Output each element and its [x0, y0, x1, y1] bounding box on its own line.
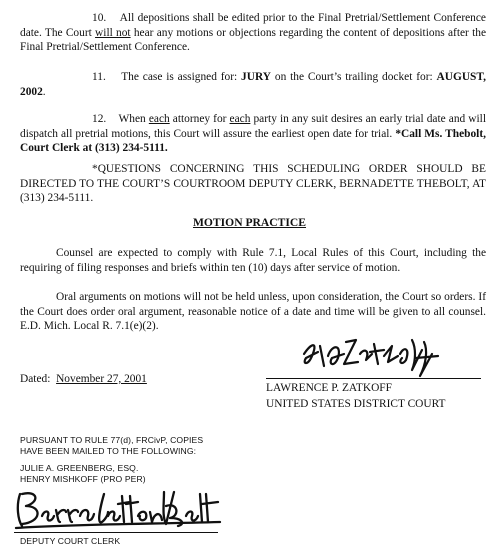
emphasis-text: each	[229, 113, 251, 125]
recipient: JULIE A. GREENBERG, ESQ.	[20, 463, 139, 473]
paragraph-number: 12.	[92, 113, 107, 125]
judge-signature-line	[266, 378, 481, 379]
recipient: HENRY MISHKOFF (PRO PER)	[20, 473, 146, 484]
paragraph-text: hear any motions or objections regarding the content of depositions after the Final Pretrial/Settlement Conference.	[20, 26, 487, 54]
paragraph-number: 10.	[92, 12, 107, 24]
dated-value: November 27, 2001	[56, 373, 147, 385]
motion-practice-heading: MOTION PRACTICE	[192, 216, 307, 229]
clerk-contact: *Call Ms. Thebolt, Court Clerk at (313) 234-5111.	[20, 127, 486, 155]
paragraph-12	[20, 112, 486, 156]
judge-name: LAWRENCE P. ZATKOFF	[266, 382, 392, 394]
clerk-signature-scribble	[14, 486, 224, 530]
paragraph-text: attorney for	[169, 113, 230, 125]
service-notice	[20, 435, 203, 456]
dated-label: Dated:	[20, 373, 51, 385]
paragraph-text: Oral arguments on motions will not be held unless, upon consideration, the Court so orders. If the Court does order oral argument, reasonable notice of a date and time will be given to all counsel. E.D. Mich. Local R. 7.1(e)(2).	[20, 291, 486, 333]
service-line: PURSUANT TO RULE 77(d), FRCivP, COPIES	[20, 435, 204, 445]
judge-title: UNITED STATES DISTRICT COURT	[266, 398, 446, 410]
judge-signature	[298, 334, 458, 385]
motion-paragraph-1	[20, 246, 486, 275]
paragraph-text: The case is assigned for:	[121, 71, 242, 83]
trial-month: AUGUST, 2002	[20, 71, 486, 98]
paragraph-10	[20, 11, 486, 55]
recipients-list	[20, 463, 146, 484]
emphasis-text: will not	[95, 26, 131, 39]
paragraph-text: party in any suit desires an early trial date and will dispatch all pretrial motions, this Court will assure the earliest open date for trial.	[20, 113, 487, 140]
judge-signature-scribble	[298, 334, 458, 380]
paragraph-text: on the Court’s trailing docket for:	[271, 71, 437, 83]
paragraph-11	[20, 70, 486, 99]
punctuation: .	[42, 85, 46, 98]
questions-notice	[20, 162, 486, 206]
dated-line	[20, 372, 147, 387]
paragraph-number: 11.	[92, 71, 106, 83]
paragraph-text: All depositions shall be edited prior to the Final Pretrial/Settlement Conference date. The Court	[20, 12, 486, 39]
notice-text: *QUESTIONS CONCERNING THIS SCHEDULING ORDER SHOULD BE DIRECTED TO THE COURT’S COURTROOM DEPUTY CLERK, BERNADETTE THEBOLT, AT (313) 234-5111.	[20, 163, 486, 205]
service-line: HAVE BEEN MAILED TO THE FOLLOWING:	[20, 445, 197, 456]
clerk-title: DEPUTY COURT CLERK	[20, 536, 121, 546]
motion-paragraph-2	[20, 290, 486, 334]
emphasis-text: each	[148, 113, 170, 125]
trial-type: JURY	[241, 71, 272, 83]
clerk-signature-line	[14, 532, 218, 533]
paragraph-text: When	[118, 113, 149, 125]
paragraph-text: Counsel are expected to comply with Rule 7.1, Local Rules of this Court, including the requiring of filing responses and briefs within ten (10) days after service of motion.	[20, 247, 486, 274]
clerk-signature	[14, 486, 224, 535]
